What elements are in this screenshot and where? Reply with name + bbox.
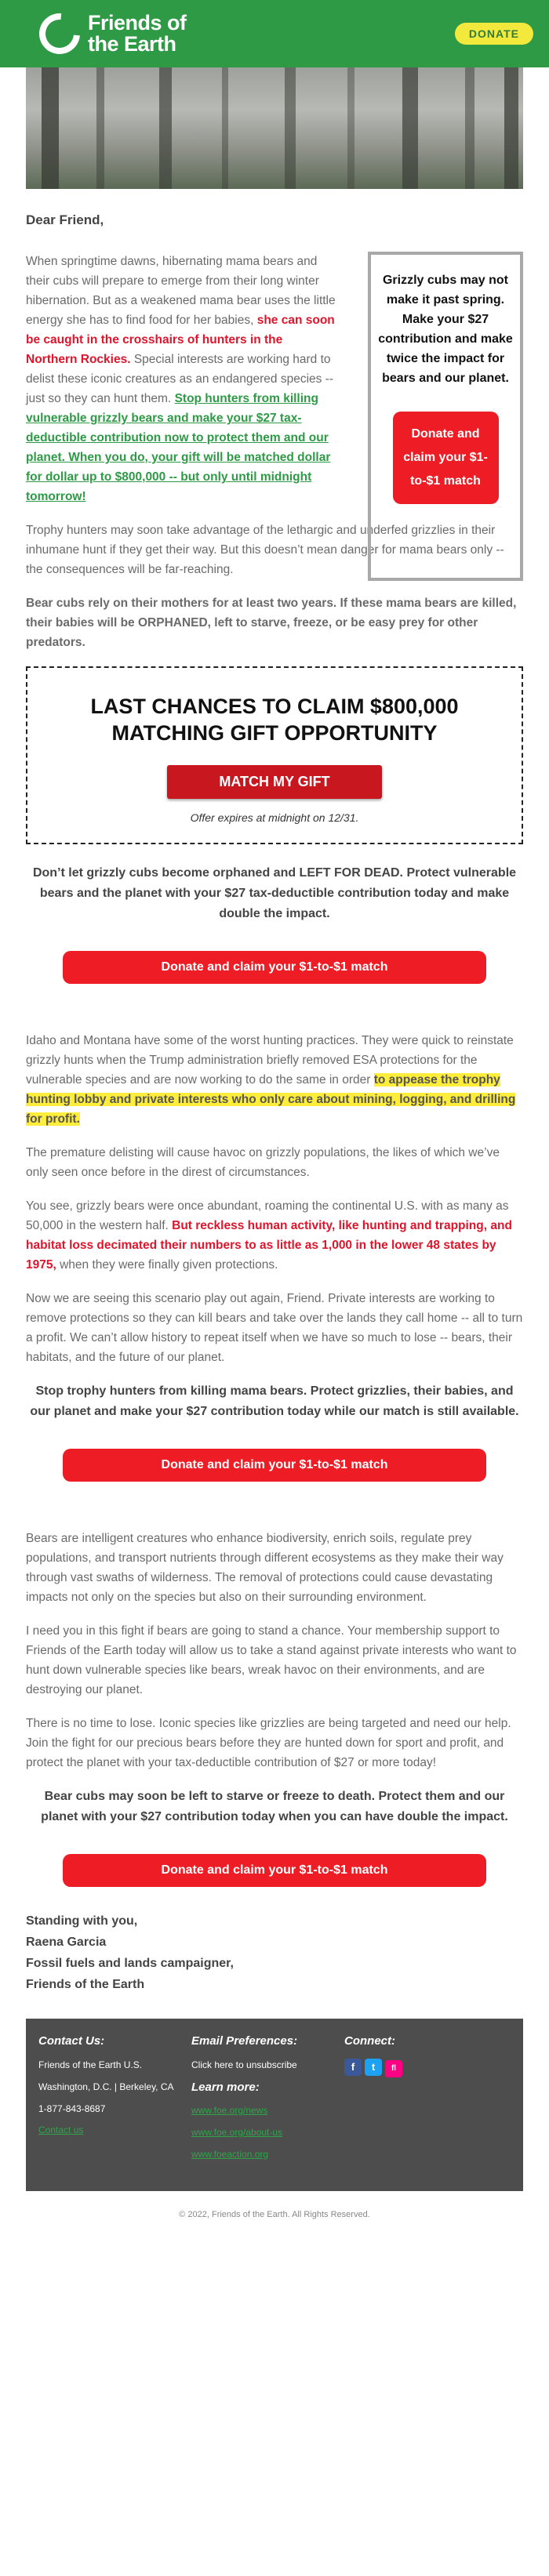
logo[interactable] bbox=[39, 13, 187, 55]
footer-phone: 1-877-843-8687 bbox=[38, 2103, 106, 2114]
signoff-line: Standing with you, bbox=[26, 1914, 138, 1928]
logo-line-2: the Earth bbox=[88, 32, 176, 56]
offer-expires-text: Offer expires at midnight on 12/31. bbox=[190, 811, 359, 824]
footer-org: Friends of the Earth U.S. bbox=[38, 2059, 143, 2070]
forest-hero-image bbox=[26, 67, 523, 189]
contact-heading: Contact Us: bbox=[38, 2034, 105, 2048]
footer-contact bbox=[38, 2034, 191, 2171]
paragraph-idaho-montana: Idaho and Montana have some of the worst hunting practices. They were quick to reinstate grizzly hunts when the Trump administration briefly removed ESA protections for the vulnerable species and are now working to do the same in order to appease the trophy hunting lobby and private interests who only care about mining, logging, and drilling for profit. bbox=[26, 1034, 516, 1126]
unsubscribe-link[interactable]: Click here to unsubscribe bbox=[191, 2059, 297, 2070]
donate-match-button-2[interactable]: Donate and claim your $1-to-$1 match bbox=[63, 1449, 486, 1482]
footer-preferences bbox=[191, 2034, 344, 2171]
greeting: Dear Friend, bbox=[26, 212, 104, 227]
about-link[interactable]: www.foe.org/about-us bbox=[191, 2127, 283, 2138]
signer-title: Fossil fuels and lands campaigner, bbox=[26, 1957, 234, 1970]
paragraph-history: You see, grizzly bears were once abundant, roaming the continental U.S. with as many as 50,000 in the western half. But reckless human activity, like hunting and trapping, and habitat loss decimated their numbers to as little as 1,000 in the lower 48 states by 1975, when they were finally given protections. bbox=[26, 1199, 512, 1272]
appeal-3: Bear cubs may soon be left to starve or freeze to death. Protect them and our planet with your $27 contribution today when you can have double the impact. bbox=[41, 1790, 508, 1823]
intro-paragraph: When springtime dawns, hibernating mama bears and their cubs will prepare to emerge from their long winter hibernation. But as a weakened mama bear uses the little energy she has to find food for her babies, she can soon be caught in the crosshairs of hunters in the Northern Rockies. Special interests are working hard to delist these iconic creatures as an endangered species -- just so they can hunt them. Stop hunters from killing vulnerable grizzly bears and make your $27 tax-deductible contribution now to protect them and our planet. When you do, your gift will be matched dollar for dollar up to $800,000 -- but only until midnight tomorrow! bbox=[26, 255, 336, 503]
footer-connect bbox=[344, 2034, 405, 2171]
twitter-icon[interactable]: t bbox=[365, 2059, 382, 2076]
paragraph-scenario: Now we are seeing this scenario play out again, Friend. Private interests are working to remove protections so they can kill bears and take over the lands they call home -- all to turn a profit. We can’t allow history to repeat itself when we have so much to lose -- bears, their habitats, and the future of our planet. bbox=[26, 1292, 523, 1364]
signer-org: Friends of the Earth bbox=[26, 1978, 145, 1991]
intro-donate-link[interactable]: Stop hunters from killing vulnerable grizzly bears and make your $27 tax-deductible contribution now to protect them and our planet. When you do, your gift will be matched dollar for dollar up to $800,000 -- but only until midnight tomorrow! bbox=[26, 392, 331, 503]
action-link[interactable]: www.foeaction.org bbox=[191, 2149, 269, 2160]
logo-text bbox=[88, 13, 187, 55]
callout-title: LAST CHANCES TO CLAIM $800,000 MATCHING GIFT OPPORTUNITY bbox=[90, 695, 459, 745]
header bbox=[0, 0, 549, 67]
facebook-icon[interactable]: f bbox=[344, 2059, 362, 2076]
signer-name: Raena Garcia bbox=[26, 1936, 107, 1949]
matching-gift-callout bbox=[26, 666, 523, 844]
paragraph-need-you: I need you in this fight if bears are going to stand a chance. Your membership support to Friends of the Earth today will allow us to take a stand against private interests who want to hunt down vulnerable species like bears, wreak havoc on their environments, and are destroying our planet. bbox=[26, 1624, 517, 1696]
contact-us-link[interactable]: Contact us bbox=[38, 2124, 84, 2135]
appeal-1: Don’t let grizzly cubs become orphaned and LEFT FOR DEAD. Protect vulnerable bears and the planet with your $27 tax-deductible contribution today and make double the impact. bbox=[32, 866, 517, 920]
news-link[interactable]: www.foe.org/news bbox=[191, 2105, 268, 2116]
paragraph-delisting: The premature delisting will cause havoc on grizzly populations, the likes of which we’ve only seen once before in the direst of circumstances. bbox=[26, 1146, 500, 1179]
intro-section bbox=[26, 252, 523, 506]
paragraph-trophy-hunters: Trophy hunters may soon take advantage of the lethargic and underfed grizzlies in their inhumane hunt if they get their way. But this doesn’t mean danger for mama bears only -- the consequences will be far-reaching. bbox=[26, 524, 504, 576]
signature-block bbox=[26, 1910, 523, 1995]
match-my-gift-button[interactable]: MATCH MY GIFT bbox=[167, 765, 382, 799]
footer-address: Washington, D.C. | Berkeley, CA bbox=[38, 2081, 174, 2092]
copyright: © 2022, Friends of the Earth. All Rights Reserved. bbox=[179, 2210, 370, 2219]
donate-match-button-3[interactable]: Donate and claim your $1-to-$1 match bbox=[63, 1854, 486, 1887]
paragraph-orphaned: Bear cubs rely on their mothers for at least two years. If these mama bears are killed, their babies will be ORPHANED, left to starve, freeze, or be easy prey for other predators. bbox=[26, 597, 517, 649]
sidebar-donate-button[interactable]: Donate and claim your $1-to-$1 match bbox=[393, 412, 499, 504]
appeal-2: Stop trophy hunters from killing mama bears. Protect grizzlies, their babies, and our planet and make your $27 contribution today while our match is still available. bbox=[30, 1384, 519, 1418]
learn-heading: Learn more: bbox=[191, 2081, 260, 2094]
logo-line-1: Friends of bbox=[88, 11, 187, 34]
main-content bbox=[26, 189, 523, 1995]
sidebar-callout bbox=[368, 252, 523, 581]
paragraph-no-time: There is no time to lose. Iconic species like grizzlies are being targeted and need our help. Join the fight for our precious bears before they are hunted down for sport and profit, and protect the planet with your tax-deductible contribution of $27 or more today! bbox=[26, 1717, 511, 1769]
footer bbox=[26, 2019, 523, 2191]
connect-heading: Connect: bbox=[344, 2034, 395, 2048]
header-donate-button[interactable]: DONATE bbox=[455, 23, 533, 45]
prefs-heading: Email Preferences: bbox=[191, 2034, 298, 2048]
flickr-icon[interactable]: fl bbox=[385, 2060, 402, 2077]
paragraph-bears-intelligent: Bears are intelligent creatures who enhance biodiversity, enrich soils, regulate prey populations, and transport nutrients through different ecosystems as they make their way through vast swaths of wilderness. The removal of protections could cause devastating impacts not only on the species but also on their surrounding environment. bbox=[26, 1532, 504, 1604]
donate-match-button-1[interactable]: Donate and claim your $1-to-$1 match bbox=[63, 951, 486, 984]
sidebar-text: Grizzly cubs may not make it past spring. Make your $27 contribution and make twice the impact for bears and our planet. bbox=[378, 274, 513, 385]
earth-logo-icon bbox=[31, 5, 88, 62]
